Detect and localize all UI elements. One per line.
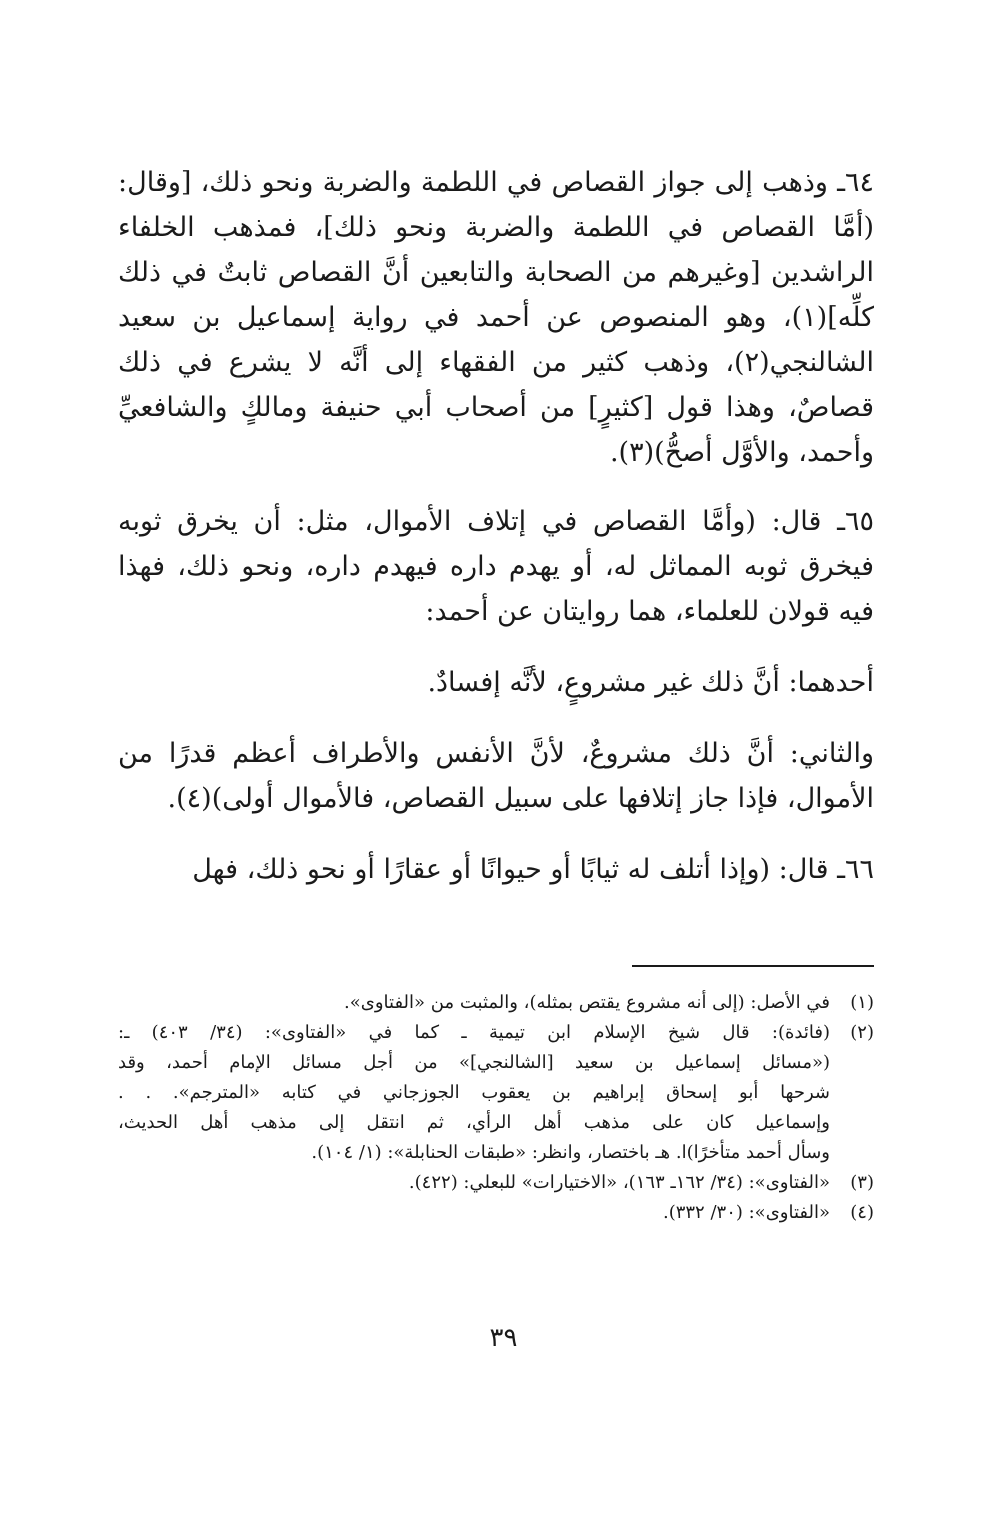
- footnote-line: «الفتاوى»: (٣٤/ ١٦٢ـ ١٦٣)، «الاختيارات» للبعلي: (٤٢٢).: [408, 1172, 830, 1193]
- footnote-line: («مسائل إسماعيل بن سعيد [الشالنجي]» من أجل مسائل الإمام أحمد، وقد: [118, 1052, 830, 1073]
- paragraph-second-opinion: والثاني: أنَّ ذلك مشروعٌ، لأنَّ الأنفس والأطراف أعظم قدرًا من الأموال، فإذا جاز إتلافها على سبيل القصاص، فالأموال أولى)(٤).: [118, 738, 874, 814]
- footnote-4: [118, 1198, 874, 1228]
- footnote-line: وسأل أحمد متأخرًا)ا. هـ باختصار، وانظر: «طبقات الحنابلة»: (١/ ١٠٤).: [311, 1142, 830, 1163]
- footnote-text: [118, 988, 830, 1018]
- main-text: [118, 160, 874, 892]
- footnote-number: (٢): [850, 1022, 874, 1043]
- footnote-number: (٤): [850, 1202, 874, 1223]
- paragraph-66: ٦٦ـ قال: (وإذا أتلف له ثيابًا أو حيوانًا أو عقارًا أو نحو ذلك، فهل: [192, 854, 874, 885]
- footnote-text: [118, 1168, 830, 1198]
- page-number: ٣٩: [489, 1323, 518, 1353]
- footnote-line: وإسماعيل كان على مذهب أهل الرأي، ثم انتقل إلى مذهب أهل الحديث،: [118, 1112, 830, 1133]
- footnote-number: (١): [850, 992, 874, 1013]
- footnote-2: [118, 1018, 874, 1168]
- footnote-line: «الفتاوى»: (٣٠/ ٣٣٢).: [662, 1202, 830, 1223]
- footnotes: [118, 988, 874, 1228]
- footnote-separator: [632, 965, 874, 967]
- footnote-text: [118, 1198, 830, 1228]
- paragraph-64: ٦٤ـ وذهب إلى جواز القصاص في اللطمة والضربة ونحو ذلك، [وقال: (أمَّا القصاص في اللطمة والضربة ونحو ذلك]، فمذهب الخلفاء الراشدين [وغيرهم من الصحابة والتابعين أنَّ القصاص ثابتٌ في ذلك كلِّه](١)، وهو المنصوص عن أحمد في رواية إسماعيل بن سعيد الشالنجي(٢)، وذهب كثير من الفقهاء إلى أنَّه لا يشرع في ذلك قصاصٌ، وهذا قول [كثيرٍ] من أصحاب أبي حنيفة ومالكٍ والشافعيِّ وأحمد، والأوَّل أصحُّ)(٣).: [118, 167, 874, 468]
- footnote-number: (٣): [850, 1172, 874, 1193]
- footnote-3: [118, 1168, 874, 1198]
- footnote-1: [118, 988, 874, 1018]
- paragraph-first-opinion: أحدهما: أنَّ ذلك غير مشروعٍ، لأنَّه إفسادٌ.: [427, 667, 874, 698]
- paragraph-65: ٦٥ـ قال: (وأمَّا القصاص في إتلاف الأموال، مثل: أن يخرق ثوبه فيخرق ثوبه المماثل له، أو يهدم داره فيهدم داره، ونحو ذلك، فهذا فيه قولان للعلماء، هما روايتان عن أحمد:: [118, 506, 874, 627]
- footnote-line: في الأصل: (إلى أنه مشروع يقتص بمثله)، والمثبت من «الفتاوى».: [344, 992, 830, 1013]
- footnote-line: شرحها أبو إسحاق إبراهيم بن يعقوب الجوزجاني في كتابه «المترجم». . .: [118, 1082, 830, 1103]
- footnote-line: (فائدة): قال شيخ الإسلام ابن تيمية ـ كما في «الفتاوى»: (٣٤/ ٤٠٣) ـ:: [118, 1022, 830, 1043]
- footnote-text: [118, 1018, 830, 1168]
